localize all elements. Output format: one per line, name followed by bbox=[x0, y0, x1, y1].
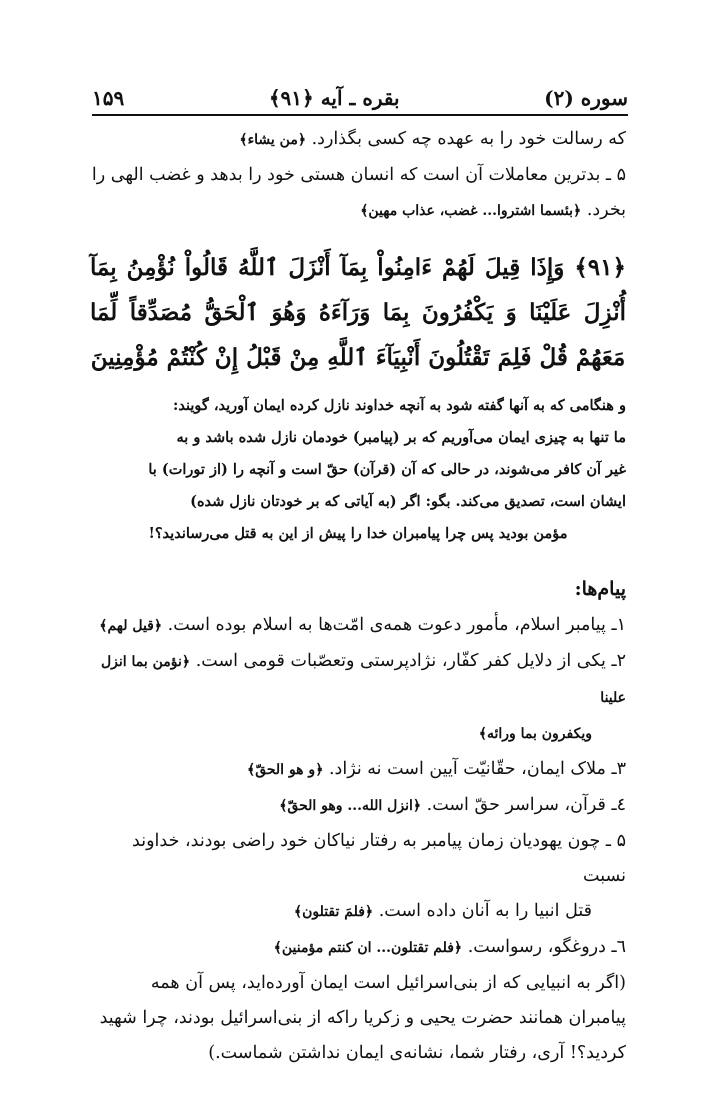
page-header bbox=[92, 78, 628, 116]
message-text: ۲ـ یکی از دلایل کفر کفّار، نژادپرستی وتعصّبات قومی است. bbox=[195, 651, 626, 671]
intro-line bbox=[90, 158, 626, 193]
message-item bbox=[90, 788, 626, 824]
translation-line: مؤمن بودید پس چرا پیامبران خدا را پیش از این به قتل می‌رساندید؟! bbox=[148, 525, 568, 542]
message-text: ٦ـ دروغگو، رسواست. bbox=[467, 937, 626, 957]
message-item bbox=[90, 608, 626, 644]
message-ref: ﴿قیل لهم﴾ bbox=[99, 618, 163, 634]
messages-list bbox=[90, 608, 626, 966]
intro-line bbox=[90, 122, 626, 158]
surah-label: سوره (۲) bbox=[544, 86, 628, 110]
message-item bbox=[90, 930, 626, 966]
message-text: ۱ـ پیامبر اسلام، مأمور دعوت همه‌ی امّت‌ها به اسلام بوده است. bbox=[167, 615, 626, 635]
intro-lines bbox=[90, 122, 626, 229]
message-continuation bbox=[90, 894, 626, 930]
message-text: ۳ـ ملاک ایمان، حقّانیّت آیین است نه نژاد. bbox=[328, 759, 626, 779]
intro-ref: ﴿من یشاء﴾ bbox=[239, 132, 307, 148]
intro-line bbox=[90, 193, 626, 229]
intro-text: بخرد. bbox=[586, 200, 626, 220]
message-item bbox=[90, 644, 626, 716]
message-ref: ﴿فلمَ تقتلون﴾ bbox=[293, 904, 374, 920]
verse-translation bbox=[90, 390, 626, 550]
message-ref: ﴿فلم تقتلون... ان کنتم مؤمنین﴾ bbox=[273, 940, 463, 956]
translation-line: ما تنها به چیزی ایمان می‌آوریم که بر (پیامبر) خودمان نازل شده باشد و به bbox=[176, 429, 626, 446]
message-continuation bbox=[90, 716, 626, 752]
intro-text: ۵ ـ بدترین معاملات آن است که انسان هستی خود را بدهد و غضب الهی را bbox=[91, 165, 626, 185]
message-text: قتل انبیا را به آنان داده است. bbox=[378, 901, 592, 921]
message-item bbox=[90, 752, 626, 788]
page-number: ۱۵۹ bbox=[92, 86, 125, 110]
translation-line: غیر آن کافر می‌شوند، در حالی که آن (قرآن) حقّ است و آنچه را (از تورات) با bbox=[148, 461, 626, 478]
quran-verse bbox=[90, 245, 626, 380]
translation-line: ایشان است، تصدیق می‌کند. بگو: اگر (به آیاتی که بر خودتان نازل شده) bbox=[190, 493, 626, 510]
message-ref: ویکفرون بما ورائه﴾ bbox=[478, 726, 592, 742]
verse-label: بقره ـ آیه ﴿۹۱﴾ bbox=[268, 86, 400, 110]
message-text: ٤ـ قرآن، سراسر حقّ است. bbox=[426, 795, 626, 815]
verse-number-mark: ﴿۹۱﴾ bbox=[574, 254, 626, 281]
messages-heading: پیام‌ها: bbox=[574, 578, 626, 600]
message-text: ۵ ـ چون یهودیان زمان پیامبر به رفتار نیاکان خود راضی بودند، خداوند نسبت bbox=[132, 831, 626, 886]
intro-ref: ﴿بئسما اشتروا... غضب، عذاب مهین﴾ bbox=[360, 203, 582, 219]
verse-text: وَإِذَا قِيلَ لَهُمْ ءَامِنُواْ بِمَآ أَنْزَلَ ٱللَّهُ قَالُواْ نُؤْمِنُ بِمَآ أُنْزِلَ عَلَيْنَا وَ يَكْفُرُونَ بِمَا وَرَآءَهُ وَهُوَ ٱلْحَقُّ مُصَدِّقاً لِّمَا مَعَهُمْ قُلْ فَلِمَ تَقْتُلُونَ أَنْبِيَآءَ ٱللَّهِ مِنْ قَبْلُ إِنْ كُنْتُمْ مُؤْمِنِينَ bbox=[90, 254, 626, 371]
message-ref: ﴿انزل الله... وهو الحقّ﴾ bbox=[279, 798, 422, 814]
message-item bbox=[90, 824, 626, 894]
intro-text: که رسالت خود را به عهده چه کسی بگذارد. bbox=[311, 129, 626, 149]
message-ref: ﴿و هو الحقّ﴾ bbox=[247, 762, 324, 778]
page-content bbox=[90, 122, 626, 1071]
translation-line: و هنگامی که به آنها گفته شود به آنچه خداوند نازل کرده ایمان آورید، گویند: bbox=[173, 397, 626, 414]
closing-note: (اگر به انبیایی که از بنی‌اسرائیل است ایمان آورده‌اید، پس آن همه پیامبران همانند حضرت یحیی و زکریا راکه از بنی‌اسرائیل بودند، چرا شهید کردید؟! آری، رفتار شما، نشانه‌ی ایمان نداشتن شماست.) bbox=[99, 973, 626, 1063]
message-ref: ﴿نؤمن بما انزل علینا bbox=[100, 654, 626, 706]
